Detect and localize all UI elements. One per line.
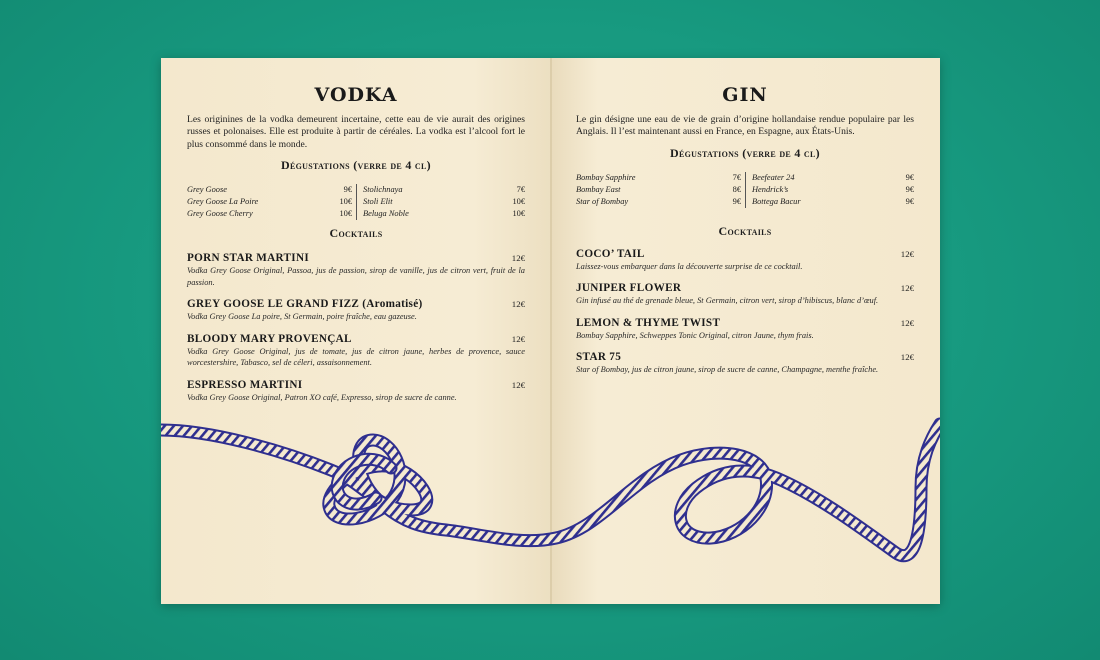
cocktail-item <box>576 351 914 376</box>
cocktail-item <box>576 317 914 342</box>
cocktail-description: Gin infusé au thé de grenade bleue, St Germain, citron vert, sirop d’hibiscus, blanc d’œuf. <box>576 296 879 306</box>
list-item <box>363 196 525 208</box>
vodka-cocktails-heading: Cocktails <box>329 226 383 241</box>
list-item <box>576 184 741 196</box>
vodka-tasting-col-2 <box>356 184 525 220</box>
list-item <box>752 184 914 196</box>
item-price: 10€ <box>512 209 525 219</box>
item-price: 10€ <box>339 209 352 219</box>
gin-page <box>551 58 940 604</box>
cocktail-name: ESPRESSO MARTINI <box>187 378 303 391</box>
list-item <box>752 196 914 208</box>
cocktail-description: Vodka Grey Goose Original, Passoa, jus de passion, sirop de vanille, jus de citron vert, fruit de la passion. <box>187 266 525 287</box>
item-price: 9€ <box>905 172 914 182</box>
gin-tasting-list <box>576 172 914 208</box>
gin-intro: Le gin désigne une eau de vie de grain d’origine hollandaise rendue populaire par les Anglais. Il l’est maintenant aussi en France, en Espagne, aux États-Unis. <box>576 114 914 138</box>
menu-spread <box>161 58 940 604</box>
item-name: Star of Bombay <box>576 196 629 206</box>
cocktail-description: Vodka Grey Goose Original, Patron XO café, Expresso, sirop de sucre de canne. <box>187 392 457 402</box>
cocktail-name: COCO’ TAIL <box>576 247 645 260</box>
cocktail-item <box>187 333 525 369</box>
cocktail-name: BLOODY MARY PROVENÇAL <box>187 332 352 345</box>
cocktail-item <box>576 282 914 307</box>
list-item <box>363 208 525 220</box>
item-name: Stolichnaya <box>363 185 403 195</box>
gin-title: GIN <box>722 84 768 106</box>
vodka-tasting-col-1 <box>187 184 356 220</box>
vodka-title: VODKA <box>314 84 398 106</box>
gin-cocktails-heading: Cocktails <box>718 223 772 238</box>
cocktail-name: GREY GOOSE LE GRAND FIZZ (Aromatisé) <box>187 298 423 311</box>
list-item <box>363 184 525 196</box>
item-price: 7€ <box>732 172 741 182</box>
cocktail-price: 12€ <box>900 352 914 363</box>
item-name: Grey Goose <box>187 185 227 195</box>
cocktail-price: 12€ <box>900 283 914 294</box>
cocktail-description: Bombay Sapphire, Schweppes Tonic Original, citron Jaune, thym frais. <box>576 330 814 340</box>
vodka-page <box>161 58 551 604</box>
item-name: Grey Goose Cherry <box>187 209 253 219</box>
gin-tasting-heading: Dégustations (verre de 4 cl) <box>670 145 820 160</box>
cocktail-item <box>187 252 525 288</box>
cocktail-price: 12€ <box>900 248 914 259</box>
cocktail-price: 12€ <box>900 317 914 328</box>
item-price: 10€ <box>339 197 352 207</box>
item-name: Stoli Elit <box>363 197 393 207</box>
cocktail-description: Vodka Grey Goose La poire, St Germain, poire fraîche, eau gazeuse. <box>187 312 417 322</box>
cocktail-name: LEMON & THYME TWIST <box>576 316 721 329</box>
gin-tasting-col-1 <box>576 172 745 208</box>
cocktail-name: JUNIPER FLOWER <box>576 282 682 295</box>
item-name: Bombay East <box>576 184 621 194</box>
cocktail-item <box>187 298 525 323</box>
item-name: Beluga Noble <box>363 209 409 219</box>
item-price: 9€ <box>905 196 914 206</box>
item-name: Grey Goose La Poire <box>187 197 259 207</box>
gin-tasting-col-2 <box>745 172 914 208</box>
cocktail-price: 12€ <box>511 333 525 344</box>
vodka-tasting-heading: Dégustations (verre de 4 cl) <box>281 158 431 173</box>
item-name: Bombay Sapphire <box>576 172 636 182</box>
cocktail-item <box>576 248 914 273</box>
list-item <box>187 208 352 220</box>
cocktail-name: PORN STAR MARTINI <box>187 252 309 265</box>
center-fold <box>550 58 552 604</box>
item-name: Hendrick’s <box>752 184 789 194</box>
cocktail-description: Laissez-vous embarquer dans la découverte surprise de ce cocktail. <box>576 261 803 271</box>
cocktail-name: STAR 75 <box>576 351 622 364</box>
item-price: 9€ <box>905 184 914 194</box>
vodka-tasting-list <box>187 184 525 220</box>
vodka-intro: Les originines de la vodka demeurent incertaine, cette eau de vie aurait des origines russes et polonaises. Elle est produite à partir de céréales. La vodka est l’alcool fort le plus consommé dans le monde. <box>187 114 525 150</box>
cocktail-price: 12€ <box>511 253 525 264</box>
cocktail-description: Vodka Grey Goose Original, jus de tomate, jus de citron jaune, herbes de provence, sauce worcestershire, Tabasco, sel de céleri, assaisonnement. <box>187 346 525 368</box>
list-item <box>576 172 741 184</box>
item-price: 10€ <box>512 197 525 207</box>
list-item <box>187 196 352 208</box>
list-item <box>752 172 914 184</box>
cocktail-price: 12€ <box>511 379 525 390</box>
cocktail-description: Star of Bombay, jus de citron jaune, sirop de sucre de canne, Champagne, menthe fraîche. <box>576 365 879 375</box>
cocktail-price: 12€ <box>511 299 525 310</box>
item-price: 9€ <box>343 185 352 195</box>
item-name: Beefeater 24 <box>752 172 795 182</box>
item-price: 7€ <box>516 185 525 195</box>
item-price: 9€ <box>732 196 741 206</box>
item-name: Bottega Bacur <box>752 196 801 206</box>
cocktail-item <box>187 379 525 404</box>
list-item <box>187 184 352 196</box>
list-item <box>576 196 741 208</box>
item-price: 8€ <box>732 184 741 194</box>
